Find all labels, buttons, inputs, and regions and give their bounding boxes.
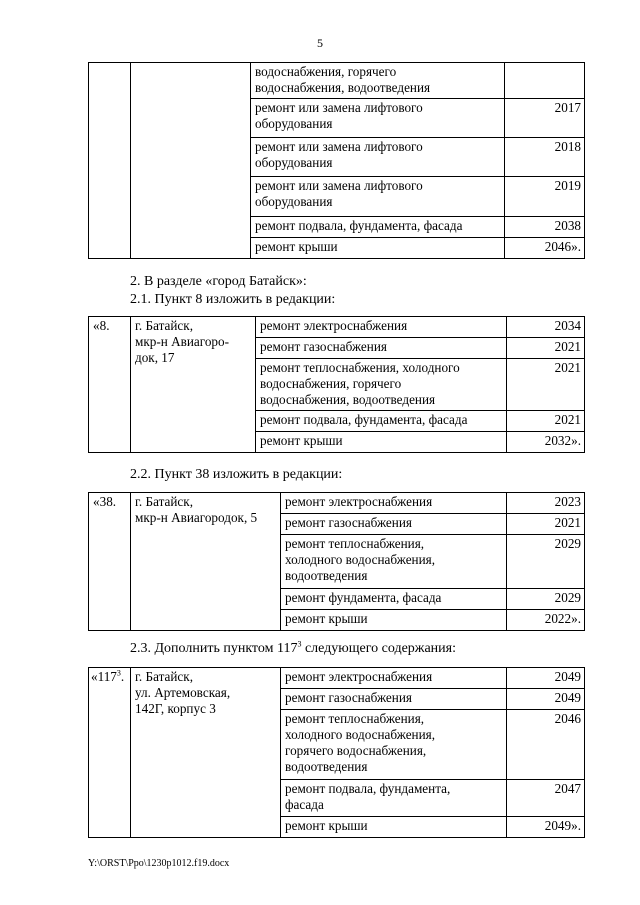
work-cell: ремонт крыши	[281, 817, 507, 838]
number-text: «117	[91, 669, 117, 684]
work-cell: ремонт или замена лифтового оборудования	[251, 177, 505, 217]
year-cell: 2022».	[507, 610, 585, 631]
year-cell: 2038	[505, 217, 585, 238]
year-cell: 2034	[507, 317, 585, 338]
superscript: 3	[297, 639, 302, 649]
work-cell: ремонт крыши	[251, 238, 505, 259]
work-cell: ремонт или замена лифтового оборудования	[251, 99, 505, 138]
table-row	[89, 493, 585, 514]
work-cell: ремонт подвала, фундамента, фасада	[281, 780, 507, 817]
paragraph-2-3	[130, 640, 456, 658]
page-number: 5	[317, 36, 323, 50]
year-cell: 2029	[507, 535, 585, 589]
work-cell: ремонт газоснабжения	[281, 689, 507, 710]
work-cell: ремонт теплоснабжения, холодного водоснабжения, горячего водоснабжения, водоотведения	[281, 710, 507, 780]
paragraph-2-3-text-end: следующего содержания:	[301, 641, 456, 656]
year-cell: 2018	[505, 138, 585, 177]
address-cell: г. Батайск, мкр-н Авиагоро- док, 17	[131, 317, 256, 453]
year-cell: 2029	[507, 589, 585, 610]
paragraph-2-1: 2.1. Пункт 8 изложить в редакции:	[130, 292, 336, 307]
work-cell: ремонт фундамента, фасада	[281, 589, 507, 610]
work-cell: ремонт крыши	[256, 432, 507, 453]
table-row	[89, 317, 585, 338]
year-cell: 2047	[507, 780, 585, 817]
number-cell: «38.	[89, 493, 131, 631]
number-cell: «8.	[89, 317, 131, 453]
year-cell: 2023	[507, 493, 585, 514]
year-cell	[505, 63, 585, 99]
year-cell: 2049	[507, 689, 585, 710]
superscript: 3	[116, 668, 121, 678]
number-dot: .	[120, 669, 125, 684]
paragraph-2-3-text: 2.3. Дополнить пунктом 117	[130, 641, 298, 656]
table-row	[89, 63, 585, 99]
work-cell: водоснабжения, горячего водоснабжения, водоотведения	[251, 63, 505, 99]
year-cell: 2017	[505, 99, 585, 138]
work-cell: ремонт электроснабжения	[256, 317, 507, 338]
year-cell: 2021	[507, 338, 585, 359]
address-cell	[131, 63, 251, 259]
work-cell: ремонт или замена лифтового оборудования	[251, 138, 505, 177]
number-cell	[89, 668, 131, 838]
year-cell: 2019	[505, 177, 585, 217]
work-cell: ремонт теплоснабжения, холодного водоснабжения, горячего водоснабжения, водоотведения	[256, 359, 507, 411]
year-cell: 2021	[507, 411, 585, 432]
table-continuation	[88, 62, 585, 259]
work-cell: ремонт электроснабжения	[281, 668, 507, 689]
work-cell: ремонт газоснабжения	[281, 514, 507, 535]
table-item-117-3	[88, 667, 585, 838]
paragraph-2-2: 2.2. Пункт 38 изложить в редакции:	[130, 467, 343, 482]
section-heading: 2. В разделе «город Батайск»:	[130, 274, 307, 289]
file-path-footer: Y:\ORST\Ppo\1230p1012.f19.docx	[88, 858, 230, 869]
work-cell: ремонт подвала, фундамента, фасада	[256, 411, 507, 432]
table-item-38	[88, 492, 585, 631]
year-cell: 2032».	[507, 432, 585, 453]
year-cell: 2049	[507, 668, 585, 689]
year-cell: 2021	[507, 514, 585, 535]
year-cell: 2021	[507, 359, 585, 411]
work-cell: ремонт теплоснабжения, холодного водоснабжения, водоотведения	[281, 535, 507, 589]
address-cell: г. Батайск, мкр-н Авиагородок, 5	[131, 493, 281, 631]
year-cell: 2046».	[505, 238, 585, 259]
table-item-8	[88, 316, 585, 453]
work-cell: ремонт электроснабжения	[281, 493, 507, 514]
work-cell: ремонт газоснабжения	[256, 338, 507, 359]
year-cell: 2046	[507, 710, 585, 780]
address-cell: г. Батайск, ул. Артемовская, 142Г, корпус 3	[131, 668, 281, 838]
number-cell	[89, 63, 131, 259]
year-cell: 2049».	[507, 817, 585, 838]
work-cell: ремонт крыши	[281, 610, 507, 631]
work-cell: ремонт подвала, фундамента, фасада	[251, 217, 505, 238]
table-row	[89, 668, 585, 689]
